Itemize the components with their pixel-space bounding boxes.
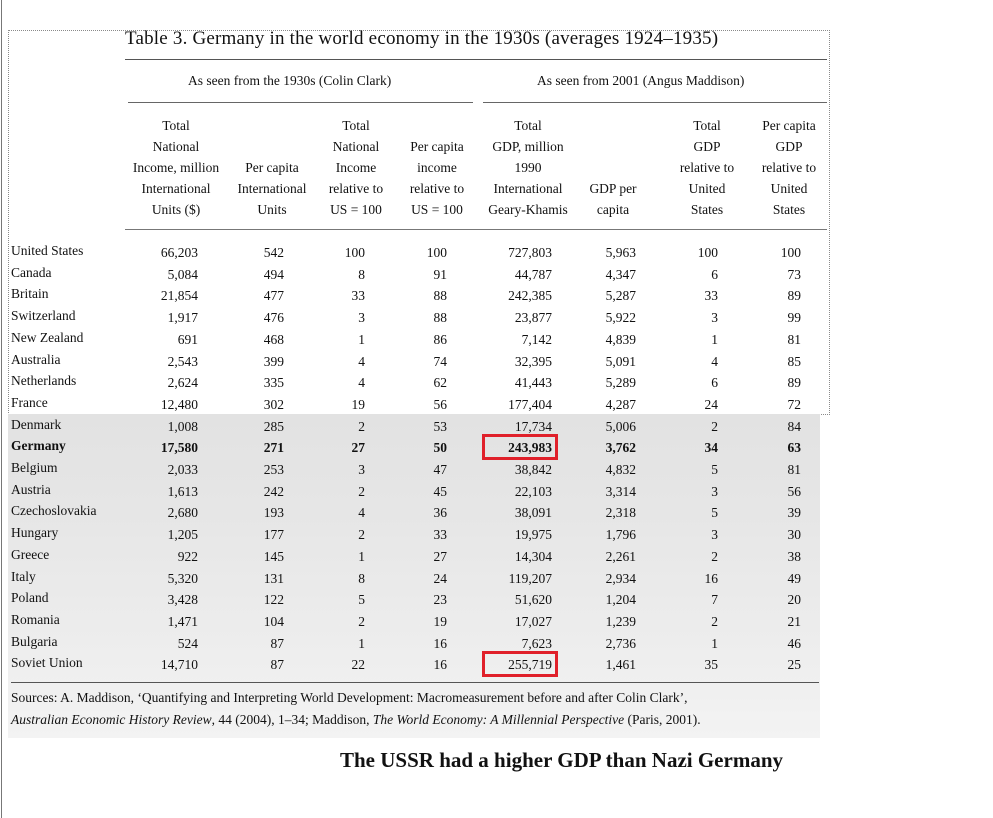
table-cell: 302 (263, 396, 284, 412)
table-cell: 89 (787, 288, 801, 304)
column-header-1: Total National Income, million International Units ($) (132, 118, 220, 217)
table-cell: 33 (433, 527, 447, 543)
table-cell: 119,207 (508, 570, 552, 586)
group-header-maddison: As seen from 2001 (Angus Maddison) (537, 73, 745, 88)
table-cell: 38,091 (514, 505, 552, 521)
table-cell: 193 (263, 505, 284, 521)
country-name: Bulgaria (11, 633, 58, 649)
table-cell: 242 (263, 483, 284, 499)
table-cell: 81 (787, 462, 801, 477)
table-cell: 7,142 (521, 331, 552, 347)
table-cell: 4,287 (605, 396, 636, 412)
column-header-2: Per capita International Units (237, 160, 307, 217)
table-cell: 72 (787, 396, 801, 412)
table-cell: 87 (270, 657, 284, 673)
table-cell: 25 (787, 657, 801, 673)
table-cell: 16 (433, 657, 447, 673)
table-cell: 253 (263, 462, 284, 477)
table-cell: 14,710 (160, 657, 198, 673)
footer-rule (11, 682, 819, 683)
table-cell: 5,084 (167, 266, 198, 282)
sources-end: (Paris, 2001). (624, 712, 701, 727)
table-cell: 53 (433, 418, 447, 434)
table-cell: 4 (358, 375, 365, 391)
country-name: Italy (11, 568, 36, 584)
table-cell: 2 (711, 418, 718, 434)
table-cell: 73 (787, 266, 801, 282)
table-cell: 468 (263, 331, 284, 347)
table-cell: 87 (270, 635, 284, 651)
group-rule-maddison (483, 102, 827, 103)
table-cell: 5,320 (167, 570, 198, 586)
table-cell: 20 (787, 592, 801, 608)
table-cell: 91 (433, 266, 447, 282)
table-cell: 6 (711, 375, 718, 391)
table-cell: 2,934 (605, 570, 636, 586)
table-cell: 89 (787, 375, 801, 391)
table-cell: 56 (787, 483, 801, 499)
country-name: Netherlands (11, 373, 77, 389)
column-header-5: Total GDP, million 1990 International Geary-Khamis (488, 118, 568, 217)
table-cell: 4 (358, 353, 365, 369)
table-cell: 100 (344, 245, 365, 260)
country-name: France (11, 394, 48, 410)
table-cell: 271 (263, 440, 284, 456)
country-name: Denmark (11, 416, 62, 432)
table-cell: 5,289 (605, 375, 636, 391)
table-cell: 22,103 (514, 483, 552, 499)
table-cell: 2,318 (605, 505, 636, 521)
table-cell: 19,975 (514, 527, 552, 543)
table-cell: 17,734 (514, 418, 552, 434)
table-cell: 4,832 (605, 462, 636, 477)
column-header-7: Total GDP relative to United States (679, 118, 735, 217)
table-cell: 3,314 (605, 483, 636, 499)
table-cell: 27 (351, 440, 365, 456)
table-cell: 21,854 (160, 288, 198, 304)
table-cell: 7 (711, 592, 718, 608)
table-cell: 477 (263, 288, 284, 304)
table-cell: 177,404 (508, 396, 552, 412)
table-cell: 81 (787, 331, 801, 347)
table-cell: 1,917 (167, 310, 198, 326)
table-cell: 122 (263, 592, 284, 608)
table-cell: 100 (780, 245, 801, 260)
table-cell: 3 (711, 483, 718, 499)
table-cell: 5,091 (605, 353, 636, 369)
table-cell: 100 (426, 245, 447, 260)
table-cell: 4,839 (605, 331, 636, 347)
table-cell: 1,471 (167, 613, 198, 629)
country-name: Austria (11, 481, 51, 497)
highlight-ussr-gdp (482, 651, 558, 677)
table-cell: 36 (433, 505, 447, 521)
table-cell: 24 (433, 570, 447, 586)
table-cell: 7,623 (521, 635, 552, 651)
column-header-8: Per capita GDP relative to United States (761, 118, 817, 217)
table-cell: 63 (787, 440, 801, 456)
table-cell: 1 (358, 548, 365, 564)
table-cell: 85 (787, 353, 801, 369)
table-cell: 2,033 (167, 462, 198, 477)
table-cell: 922 (177, 548, 198, 564)
table-cell: 2 (358, 527, 365, 543)
table-cell: 2 (711, 548, 718, 564)
table-cell: 1,239 (605, 613, 636, 629)
image-caption: The USSR had a higher GDP than Nazi Germany (340, 748, 783, 772)
title-rule (125, 59, 827, 60)
table-cell: 17,580 (160, 440, 198, 456)
table-cell: 5 (711, 462, 718, 477)
country-name: New Zealand (11, 329, 84, 345)
table-cell: 84 (787, 418, 801, 434)
table-cell: 50 (433, 440, 447, 456)
table-cell: 22 (351, 657, 365, 673)
table-cell: 104 (263, 613, 284, 629)
sources-line-1: Sources: A. Maddison, ‘Quantifying and Interpreting World Development: Macromeasurement before and after Colin Clark’, (11, 690, 688, 705)
table-cell: 2,261 (605, 548, 636, 564)
group-rule-clark (128, 102, 473, 103)
highlight-germany-gdp (482, 434, 558, 460)
column-header-4: Per capita income relative to US = 100 (409, 139, 465, 217)
country-name: Greece (11, 546, 50, 562)
table-cell: 131 (263, 570, 284, 586)
country-name: Romania (11, 611, 60, 627)
table-cell: 56 (433, 396, 447, 412)
sources-journal: Australian Economic History Review (11, 712, 212, 727)
table-cell: 3 (711, 527, 718, 543)
table-cell: 1,613 (167, 483, 198, 499)
table-cell: 49 (787, 570, 801, 586)
table-cell: 62 (433, 375, 447, 391)
table-cell: 1 (711, 635, 718, 651)
page-left-border (1, 0, 2, 818)
table-cell: 524 (177, 635, 198, 651)
table-cell: 243,983 (508, 440, 552, 456)
table-cell: 1,008 (167, 418, 198, 434)
table-cell: 39 (787, 505, 801, 521)
sources-line-2 (11, 709, 701, 731)
table-cell: 4 (711, 353, 718, 369)
table-cell: 38,842 (514, 462, 552, 477)
table-cell: 86 (433, 331, 447, 347)
table-cell: 2 (358, 483, 365, 499)
table-cell: 30 (787, 527, 801, 543)
table-cell: 32,395 (514, 353, 552, 369)
table-cell: 5 (711, 505, 718, 521)
table-cell: 17,027 (514, 613, 552, 629)
table-cell: 4,347 (605, 266, 636, 282)
table-cell: 1 (358, 331, 365, 347)
table-cell: 99 (787, 310, 801, 326)
table-cell: 21 (787, 613, 801, 629)
table-cell: 24 (704, 396, 718, 412)
table-cell: 27 (433, 548, 447, 564)
table-cell: 1 (358, 635, 365, 651)
table-cell: 8 (358, 266, 365, 282)
table-cell: 242,385 (508, 288, 552, 304)
table-cell: 44,787 (514, 266, 552, 282)
table-cell: 100 (697, 245, 718, 260)
table-cell: 542 (263, 245, 284, 260)
table-cell: 2,736 (605, 635, 636, 651)
table-cell: 285 (263, 418, 284, 434)
table-cell: 66,203 (160, 245, 198, 260)
table-cell: 1,461 (605, 657, 636, 673)
country-name: Britain (11, 286, 49, 302)
table-cell: 8 (358, 570, 365, 586)
table-cell: 45 (433, 483, 447, 499)
table-cell: 38 (787, 548, 801, 564)
table-cell: 14,304 (514, 548, 552, 564)
table-cell: 177 (263, 527, 284, 543)
country-name: Canada (11, 264, 52, 280)
sources-mid: , 44 (2004), 1–34; Maddison, (211, 712, 373, 727)
country-name: Soviet Union (11, 655, 83, 671)
table-cell: 74 (433, 353, 447, 369)
country-name: Belgium (11, 460, 58, 475)
table-cell: 16 (433, 635, 447, 651)
column-header-3: Total National Income relative to US = 100 (328, 118, 384, 217)
table-cell: 16 (704, 570, 718, 586)
table-cell: 1,205 (167, 527, 198, 543)
table-cell: 19 (433, 613, 447, 629)
country-name: Czechoslovakia (11, 503, 97, 519)
table-cell: 5,287 (605, 288, 636, 304)
table-cell: 6 (711, 266, 718, 282)
country-name: Switzerland (11, 308, 76, 324)
table-cell: 335 (263, 375, 284, 391)
country-name: Poland (11, 590, 49, 606)
table-cell: 145 (263, 548, 284, 564)
table-cell: 2,680 (167, 505, 198, 521)
table-cell: 47 (433, 462, 447, 477)
group-header-clark: As seen from the 1930s (Colin Clark) (188, 73, 392, 88)
header-rule (125, 229, 827, 230)
table-cell: 51,620 (514, 592, 552, 608)
table-cell: 19 (351, 396, 365, 412)
table-cell: 2 (711, 613, 718, 629)
table-cell: 1,204 (605, 592, 636, 608)
table-cell: 691 (177, 331, 198, 347)
table-cell: 2 (358, 613, 365, 629)
table-cell: 399 (263, 353, 284, 369)
table-cell: 2 (358, 418, 365, 434)
country-name: Australia (11, 351, 61, 367)
table-cell: 1,796 (605, 527, 636, 543)
table-cell: 35 (704, 657, 718, 673)
sources-book: The World Economy: A Millennial Perspective (372, 712, 625, 727)
table-cell: 41,443 (514, 375, 552, 391)
country-name: United States (11, 243, 84, 258)
table-cell: 255,719 (508, 657, 552, 673)
table-cell: 3 (711, 310, 718, 326)
table-cell: 3 (358, 310, 365, 326)
table-cell: 5,922 (605, 310, 636, 326)
table-cell: 88 (433, 310, 447, 326)
table-cell: 5 (358, 592, 365, 608)
table-cell: 476 (263, 310, 284, 326)
table-cell: 5,006 (605, 418, 636, 434)
table-cell: 46 (787, 635, 801, 651)
table-cell: 3 (358, 462, 365, 477)
table-cell: 2,543 (167, 353, 198, 369)
table-cell: 23 (433, 592, 447, 608)
table-cell: 4 (358, 505, 365, 521)
table-cell: 3,762 (605, 440, 636, 456)
country-name: Hungary (11, 525, 59, 541)
column-header-6: GDP per capita (589, 181, 637, 217)
country-name: Germany (11, 438, 66, 454)
table-cell: 33 (704, 288, 718, 304)
table-cell: 23,877 (514, 310, 552, 326)
table-cell: 88 (433, 288, 447, 304)
table-cell: 494 (263, 266, 284, 282)
table-cell: 12,480 (160, 396, 198, 412)
table-cell: 34 (704, 440, 718, 456)
table-cell: 727,803 (508, 245, 552, 260)
table-cell: 3,428 (167, 592, 198, 608)
sources-note (11, 687, 701, 731)
table-cell: 1 (711, 331, 718, 347)
table-cell: 5,963 (605, 245, 636, 260)
table-cell: 2,624 (167, 375, 198, 391)
table-cell: 33 (351, 288, 365, 304)
table-title: Table 3. Germany in the world economy in the 1930s (averages 1924–1935) (125, 28, 719, 49)
